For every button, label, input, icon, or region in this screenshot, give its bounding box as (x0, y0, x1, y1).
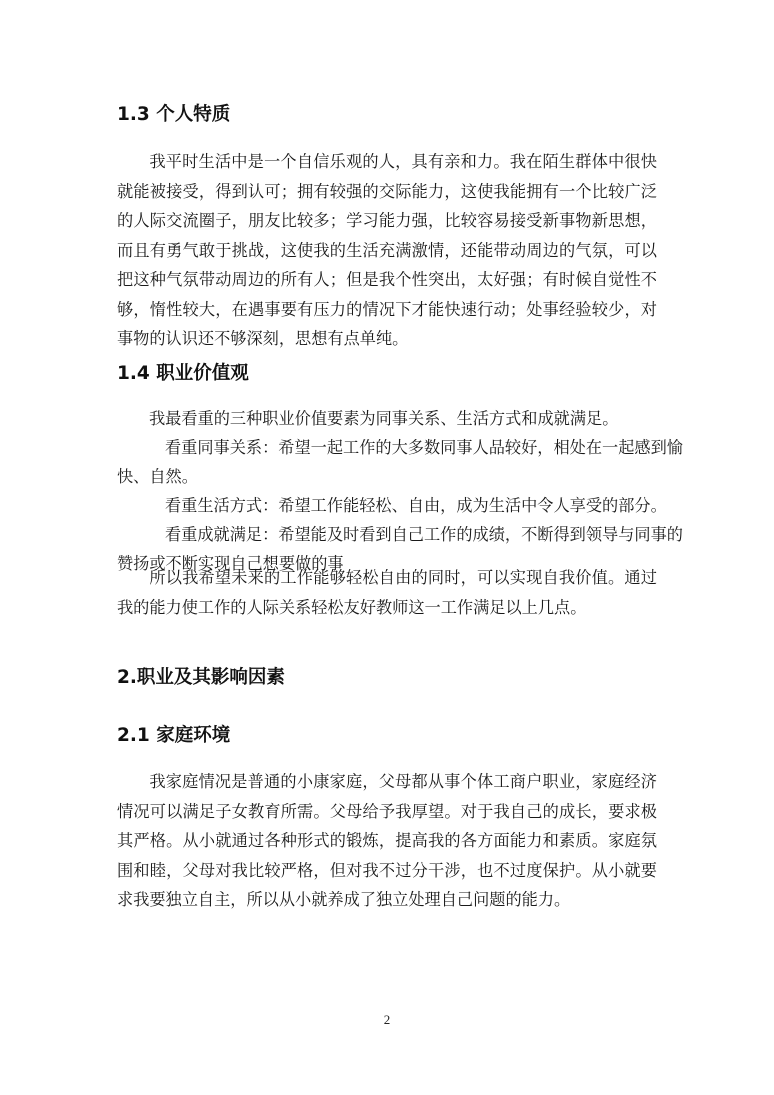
heading-1-4: 1.4 职业价值观 (117, 363, 249, 384)
value-item-achievement-line1: 看重成就满足：希望能及时看到自己工作的成绩，不断得到领导与同事的 (165, 525, 683, 544)
values-intro: 我最看重的三种职业价值要素为同事关系、生活方式和成就满足。 (149, 409, 619, 428)
heading-2-1: 2.1 家庭环境 (117, 725, 231, 746)
page-number: 2 (383, 1012, 391, 1027)
heading-1-3: 1.3 个人特质 (117, 104, 231, 125)
value-item-colleagues-line1: 看重同事关系：希望一起工作的大多数同事人品较好，相处在一起感到愉 (165, 438, 683, 457)
value-item-achievement-line2: 赞扬或不断实现自己想要做的事 (117, 554, 344, 573)
heading-2: 2.职业及其影响因素 (117, 667, 285, 688)
value-item-colleagues-line2: 快、自然。 (117, 467, 198, 486)
paragraph-personal-traits: 我平时生活中是一个自信乐观的人，具有亲和力。我在陌生群体中很快就能被接受，得到认可；拥有较强的交际能力，这使我能拥有一个比较广泛的人际交流圈子，朋友比较多；学习能力强，比较容易接受新事物新思想，而且有勇气敢于挑战，这使我的生活充满激情，还能带动周边的气氛，可以把这种气氛带动周边的所有人；但是我个性突出，太好强；有时候自觉性不够，惰性较大，在遇事要有压力的情况下才能快速行动；处事经验较少，对事物的认识还不够深刻，思想有点单纯。 (117, 152, 657, 348)
values-conclusion: 所以我希望未来的工作能够轻松自由的同时，可以实现自我价值。通过我的能力使工作的人际关系轻松友好教师这一工作满足以上几点。 (117, 568, 657, 617)
value-item-lifestyle: 看重生活方式：希望工作能轻松、自由，成为生活中令人享受的部分。 (165, 496, 667, 515)
paragraph-family-environment: 我家庭情况是普通的小康家庭，父母都从事个体工商户职业，家庭经济情况可以满足子女教育所需。父母给予我厚望。对于我自己的成长，要求极其严格。从小就通过各种形式的锻炼，提高我的各方面能力和素质。家庭氛围和睦，父母对我比较严格，但对我不过分干涉，也不过度保护。从小就要求我要独立自主，所以从小就养成了独立处理自己问题的能力。 (117, 772, 657, 909)
